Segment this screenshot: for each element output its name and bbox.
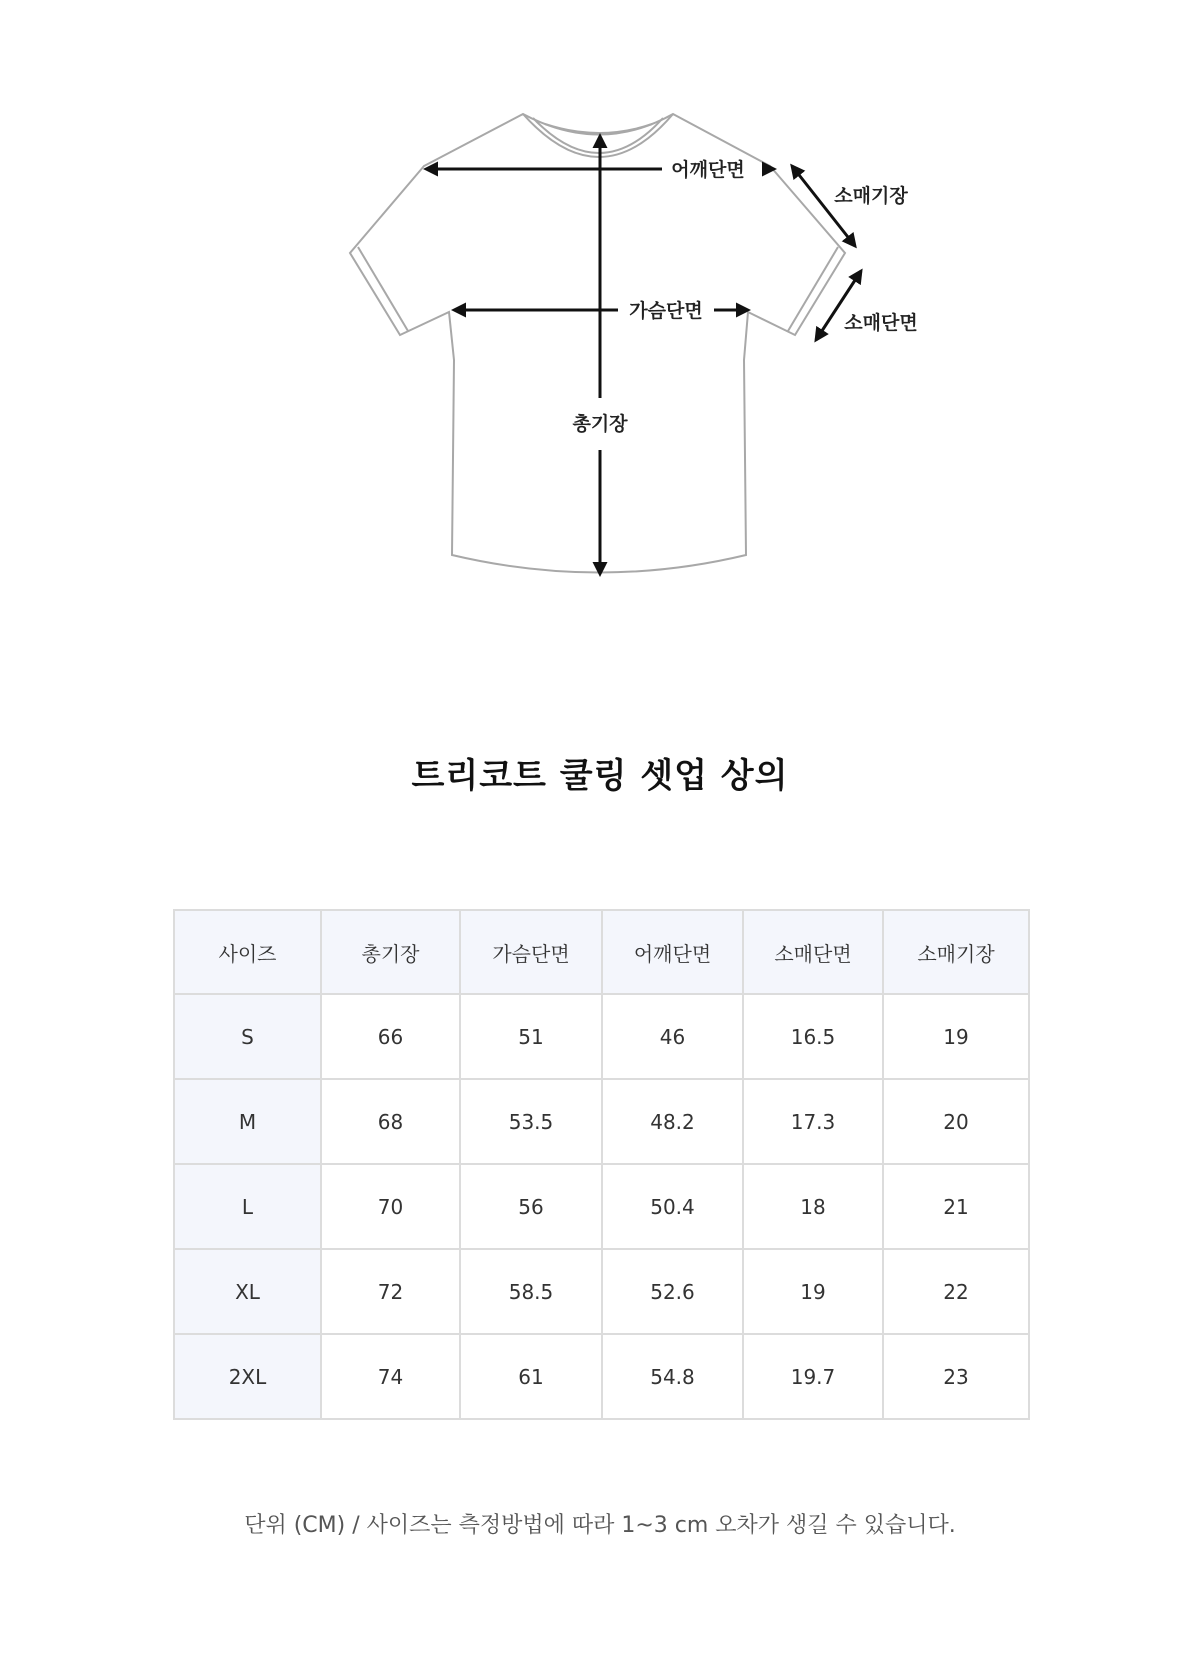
table-cell: 61 [460, 1334, 602, 1419]
table-cell: 48.2 [602, 1079, 743, 1164]
table-cell: 51 [460, 994, 602, 1079]
table-cell: 20 [883, 1079, 1029, 1164]
table-cell: 72 [321, 1249, 460, 1334]
header-sleeve-width: 소매단면 [743, 910, 883, 994]
size-cell: S [174, 994, 321, 1079]
header-total-length: 총기장 [321, 910, 460, 994]
table-cell: 58.5 [460, 1249, 602, 1334]
table-cell: 18 [743, 1164, 883, 1249]
shoulder-label: 어깨단면 [671, 159, 745, 181]
table-cell: 66 [321, 994, 460, 1079]
table-cell: 54.8 [602, 1334, 743, 1419]
table-row [174, 1249, 1029, 1334]
table-cell: 21 [883, 1164, 1029, 1249]
table-cell: 17.3 [743, 1079, 883, 1164]
measurement-note: 단위 (CM) / 사이즈는 측정방법에 따라 1~3 cm 오차가 생길 수 있습니다. [244, 1513, 956, 1538]
table-cell: 46 [602, 994, 743, 1079]
size-cell: 2XL [174, 1334, 321, 1419]
table-row [174, 1334, 1029, 1419]
size-cell: L [174, 1164, 321, 1249]
chest-label: 가슴단면 [629, 300, 703, 322]
table-header-row [174, 910, 1029, 994]
header-size: 사이즈 [174, 910, 321, 994]
table-cell: 53.5 [460, 1079, 602, 1164]
table-cell: 70 [321, 1164, 460, 1249]
table-cell: 22 [883, 1249, 1029, 1334]
header-chest: 가슴단면 [460, 910, 602, 994]
table-cell: 16.5 [743, 994, 883, 1079]
table-cell: 74 [321, 1334, 460, 1419]
table-row [174, 994, 1029, 1079]
size-table [173, 909, 1030, 1420]
table-row [174, 1079, 1029, 1164]
header-sleeve-length: 소매기장 [883, 910, 1029, 994]
table-cell: 19 [883, 994, 1029, 1079]
tshirt-measurement-diagram [0, 0, 1200, 620]
size-cell: M [174, 1079, 321, 1164]
header-shoulder: 어깨단면 [602, 910, 743, 994]
sleeve-length-label: 소매기장 [834, 185, 908, 207]
table-cell: 68 [321, 1079, 460, 1164]
tshirt-outline [350, 114, 845, 573]
table-cell: 52.6 [602, 1249, 743, 1334]
sleeve-width-label: 소매단면 [844, 312, 918, 334]
size-cell: XL [174, 1249, 321, 1334]
table-cell: 19.7 [743, 1334, 883, 1419]
table-row [174, 1164, 1029, 1249]
total-length-label: 총기장 [572, 413, 628, 435]
table-cell: 56 [460, 1164, 602, 1249]
table-cell: 19 [743, 1249, 883, 1334]
table-cell: 23 [883, 1334, 1029, 1419]
table-cell: 50.4 [602, 1164, 743, 1249]
product-title: 트리코트 쿨링 셋업 상의 [411, 756, 789, 796]
